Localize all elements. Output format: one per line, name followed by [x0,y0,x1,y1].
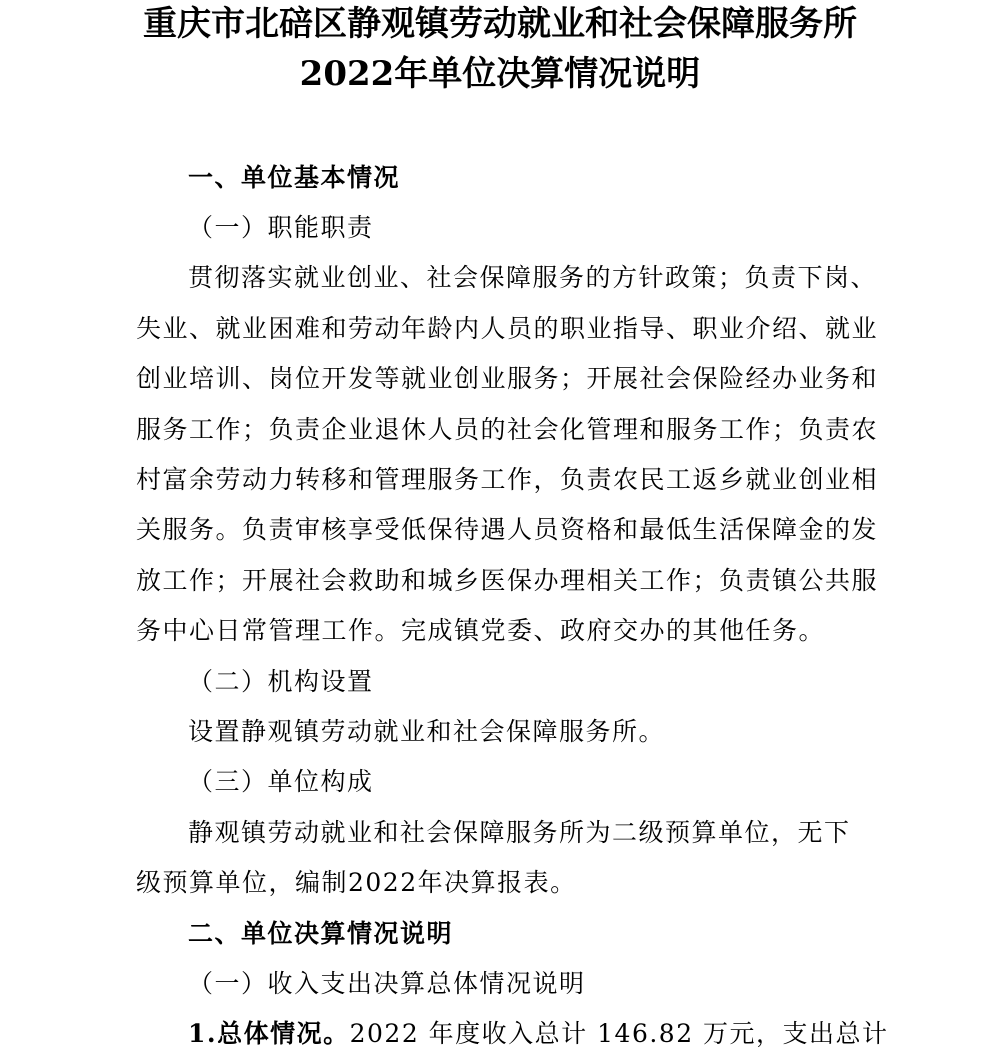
sub4-heading: （一）收入支出决算总体情况说明 [188,969,586,998]
sub2-heading: （二）机构设置 [188,667,374,696]
document-title-line1: 重庆市北碚区静观镇劳动就业和社会保障服务所 [143,4,857,44]
para1-line: 放工作；开展社会救助和城乡医保办理相关工作；负责镇公共服 [136,566,879,595]
para1-line: 务中心日常管理工作。完成镇党委、政府交办的其他任务。 [136,616,826,645]
para3-line: 静观镇劳动就业和社会保障服务所为二级预算单位，无下 [188,818,851,847]
sub1-heading: （一）职能职责 [188,213,374,242]
para2-text: 设置静观镇劳动就业和社会保障服务所。 [188,717,666,746]
final-text: 2022 年度收入总计 146.82 万元，支出总计 [349,1019,889,1048]
final-paragraph-line [188,1018,889,1050]
para1-line: 失业、就业困难和劳动年龄内人员的职业指导、职业介绍、就业 [136,314,879,343]
final-bold-label: 1.总体情况。 [188,1019,350,1048]
document-title-line2: 2022年单位决算情况说明 [299,54,701,94]
para1-line: 贯彻落实就业创业、社会保障服务的方针政策；负责下岗、 [188,263,878,292]
sub3-heading: （三）单位构成 [188,767,374,796]
para1-line: 村富余劳动力转移和管理服务工作，负责农民工返乡就业创业相 [136,465,879,494]
para1-line: 关服务。负责审核享受低保待遇人员资格和最低生活保障金的发 [136,515,879,544]
section2-heading: 二、单位决算情况说明 [188,919,454,948]
section1-heading: 一、单位基本情况 [188,163,401,192]
para1-line: 服务工作；负责企业退休人员的社会化管理和服务工作；负责农 [136,415,879,444]
para1-line: 创业培训、岗位开发等就业创业服务；开展社会保险经办业务和 [136,364,879,393]
para3-line: 级预算单位，编制2022年决算报表。 [136,868,577,897]
